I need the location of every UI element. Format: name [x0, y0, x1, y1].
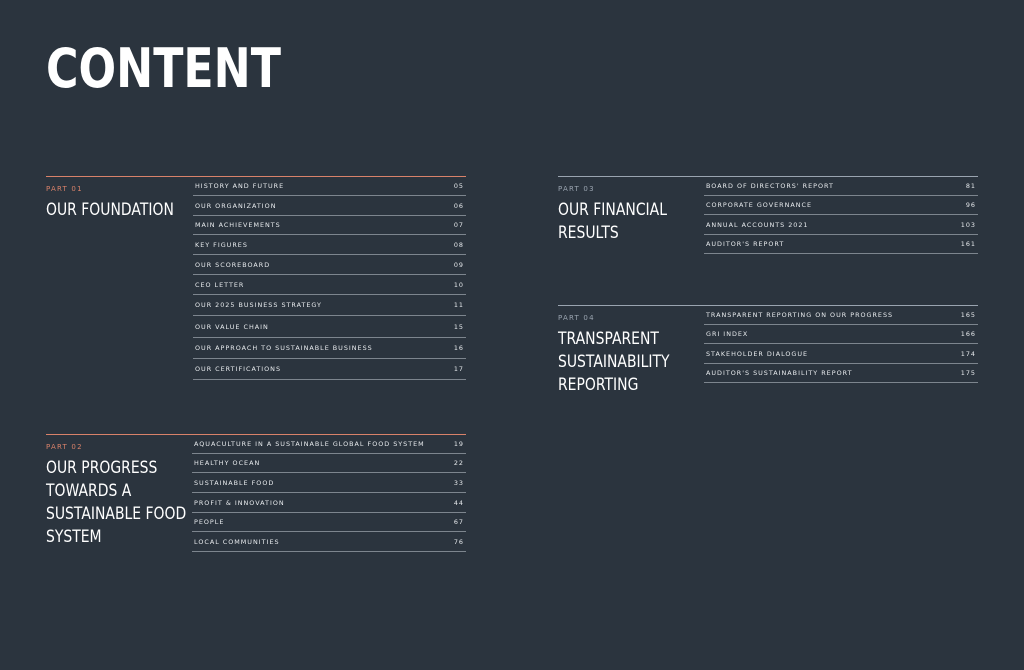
toc-item-page: 19: [453, 439, 464, 448]
toc-item-page: 05: [453, 181, 464, 190]
toc-item[interactable]: [192, 493, 466, 513]
toc-item-label: GRI INDEX: [706, 330, 749, 338]
toc-item-label: OUR CERTIFICATIONS: [195, 365, 281, 373]
toc-item-page: 76: [453, 537, 464, 546]
toc-item-label: OUR APPROACH TO SUSTAINABLE BUSINESS: [195, 344, 373, 352]
toc-item-label: OUR ORGANIZATION: [195, 201, 277, 210]
toc-item[interactable]: [193, 196, 466, 216]
toc-item-label: HEALTHY OCEAN: [194, 459, 261, 467]
section-part-01: [46, 176, 466, 386]
toc-item-label: AUDITOR'S SUSTAINABILITY REPORT: [706, 369, 853, 377]
toc-item-page: 44: [453, 498, 464, 507]
toc-item[interactable]: [704, 325, 978, 344]
toc-item-label: CORPORATE GOVERNANCE: [706, 201, 812, 209]
toc-item-label: ANNUAL ACCOUNTS 2021: [706, 220, 809, 229]
toc-item-label: BOARD OF DIRECTORS' REPORT: [706, 181, 834, 190]
part-label: PART 01: [46, 185, 83, 193]
toc-item-page: 15: [453, 322, 464, 331]
toc-item[interactable]: [704, 364, 978, 383]
toc-item-page: 166: [960, 330, 976, 338]
toc-item-page: 81: [965, 181, 976, 190]
page-title: CONTENT: [46, 37, 281, 100]
toc-item-label: SUSTAINABLE FOOD: [194, 478, 275, 487]
toc-item-page: 161: [960, 240, 976, 248]
toc-item-label: PEOPLE: [194, 518, 225, 526]
toc-item-page: 16: [453, 344, 464, 352]
toc-item-label: OUR SCOREBOARD: [195, 260, 271, 269]
toc-item[interactable]: [193, 295, 466, 316]
toc-item-label: KEY FIGURES: [195, 240, 248, 249]
toc-item-page: 22: [453, 459, 464, 467]
toc-item-label: AUDITOR'S REPORT: [706, 240, 785, 248]
toc-item[interactable]: [193, 338, 466, 359]
toc-item[interactable]: [193, 176, 466, 196]
toc-list: [193, 176, 466, 381]
toc-item-label: OUR 2025 BUSINESS STRATEGY: [195, 301, 322, 309]
toc-item[interactable]: [192, 454, 466, 473]
toc-item[interactable]: [193, 275, 466, 295]
toc-item-page: 17: [453, 365, 464, 373]
section-part-04: [558, 305, 978, 405]
toc-list: [192, 434, 466, 552]
toc-item[interactable]: [193, 255, 466, 275]
toc-item-page: 103: [960, 220, 976, 229]
toc-item[interactable]: [192, 434, 466, 454]
toc-item-page: 67: [453, 518, 464, 526]
toc-item[interactable]: [704, 305, 978, 325]
toc-item-label: OUR VALUE CHAIN: [195, 322, 269, 331]
toc-item[interactable]: [192, 513, 466, 532]
toc-item[interactable]: [192, 473, 466, 493]
section-title: OUR FOUNDATION: [46, 200, 174, 220]
toc-item-label: CEO LETTER: [195, 280, 245, 289]
toc-item-label: HISTORY AND FUTURE: [195, 181, 285, 190]
toc-item-page: 96: [965, 201, 976, 209]
toc-item-page: 10: [453, 280, 464, 289]
toc-item[interactable]: [704, 344, 978, 364]
toc-item-page: 08: [453, 240, 464, 249]
toc-item-label: STAKEHOLDER DIALOGUE: [706, 349, 809, 358]
toc-item[interactable]: [704, 235, 978, 254]
toc-item-page: 06: [453, 201, 464, 210]
section-part-03: [558, 176, 978, 266]
toc-list: [704, 305, 978, 385]
section-title: OUR FINANCIAL RESULTS: [558, 200, 667, 243]
toc-list: [704, 176, 978, 256]
section-part-02: [46, 434, 466, 554]
toc-item-page: 07: [453, 221, 464, 229]
toc-item-label: MAIN ACHIEVEMENTS: [195, 221, 281, 229]
toc-item[interactable]: [704, 196, 978, 215]
section-title: TRANSPARENT SUSTAINABILITY REPORTING: [558, 329, 670, 395]
toc-item-label: TRANSPARENT REPORTING ON OUR PROGRESS: [706, 310, 894, 319]
toc-item-label: PROFIT & INNOVATION: [194, 498, 285, 507]
toc-item-page: 11: [453, 301, 464, 309]
part-label: PART 03: [558, 185, 595, 193]
toc-item-label: LOCAL COMMUNITIES: [194, 537, 280, 546]
toc-item-page: 33: [453, 478, 464, 487]
part-label: PART 04: [558, 314, 595, 322]
toc-item[interactable]: [193, 359, 466, 380]
toc-item-page: 165: [960, 310, 976, 319]
toc-item[interactable]: [704, 176, 978, 196]
toc-item[interactable]: [704, 215, 978, 235]
toc-item-page: 09: [453, 260, 464, 269]
toc-item[interactable]: [193, 316, 466, 338]
part-label: PART 02: [46, 443, 83, 451]
section-title: OUR PROGRESS TOWARDS A SUSTAINABLE FOOD SYSTEM: [46, 458, 187, 547]
toc-item[interactable]: [193, 235, 466, 255]
toc-item-page: 175: [960, 369, 976, 377]
toc-item-label: AQUACULTURE IN A SUSTAINABLE GLOBAL FOOD SYSTEM: [194, 439, 425, 448]
toc-item-page: 174: [960, 349, 976, 358]
toc-item[interactable]: [192, 532, 466, 552]
toc-item[interactable]: [193, 216, 466, 235]
